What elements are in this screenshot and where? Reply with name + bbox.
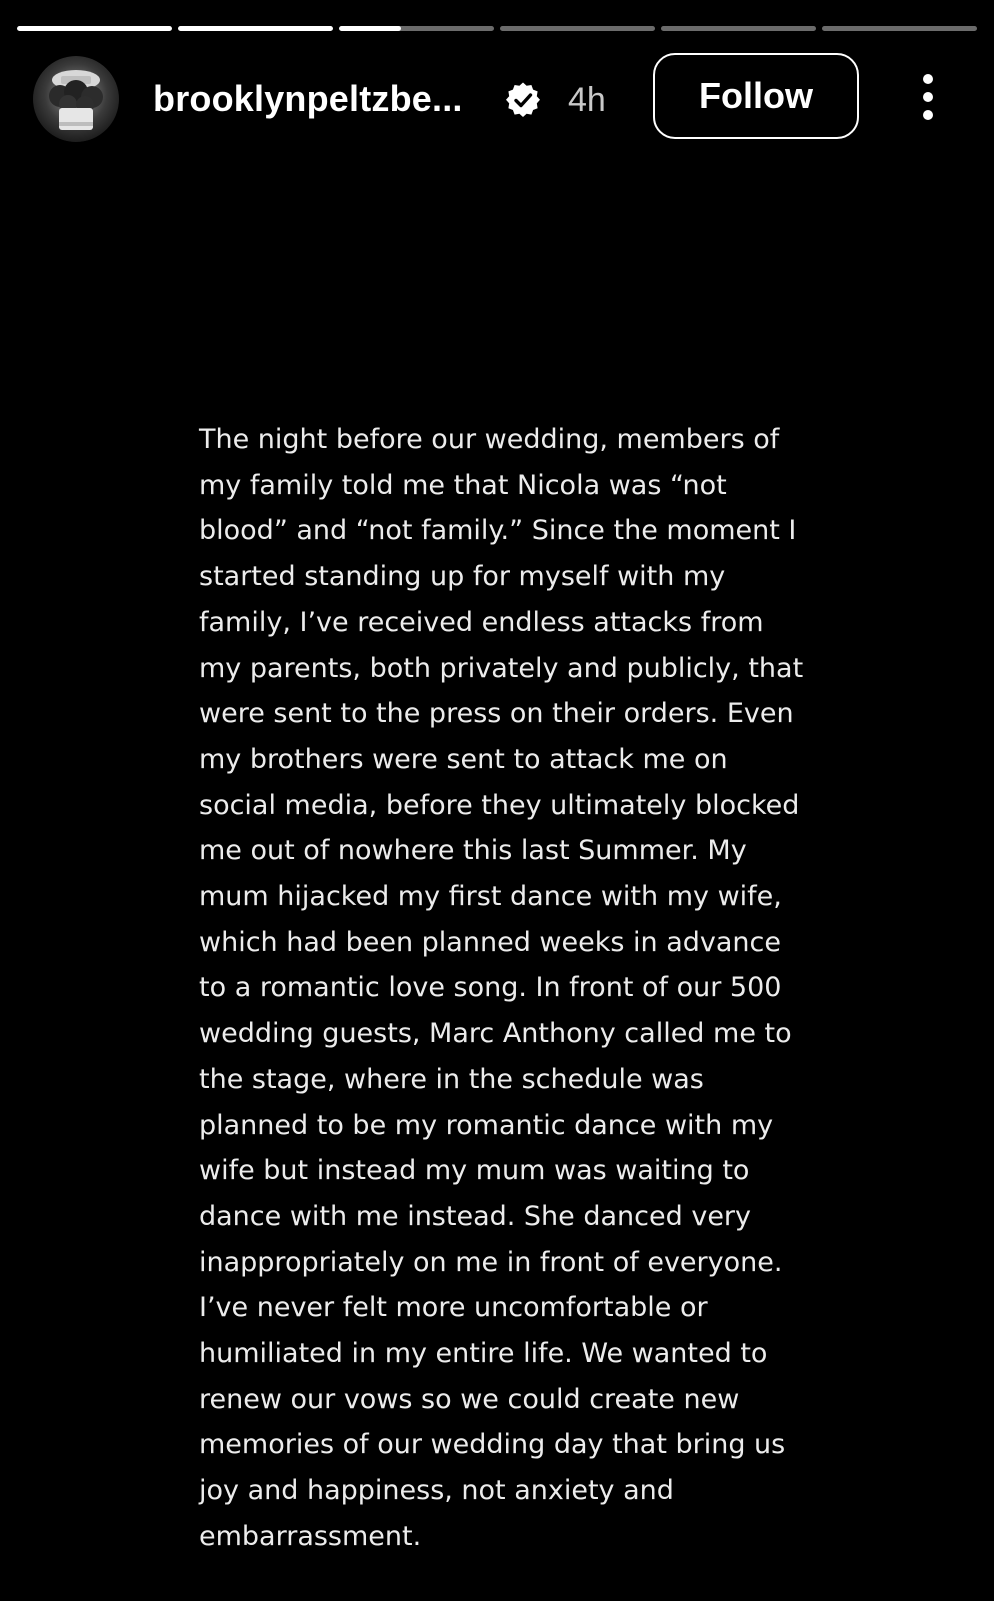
caption-line: were sent to the press on their orders. Even — [199, 698, 794, 730]
caption-line: social media, before they ultimately blocked — [199, 789, 800, 821]
caption-line: started standing up for myself with my — [199, 561, 726, 593]
caption-line: family, I’ve received endless attacks from — [199, 606, 764, 638]
caption-line: which had been planned weeks in advance — [199, 926, 781, 958]
caption-line: joy and happiness, not anxiety and — [199, 1475, 674, 1507]
caption-line: wife but instead my mum was waiting to — [199, 1155, 750, 1187]
story-header — [0, 53, 994, 143]
progress-segment — [500, 26, 655, 31]
verified-badge-icon — [505, 82, 541, 118]
progress-segment — [17, 26, 172, 31]
avatar-image — [33, 56, 119, 142]
caption-line: to a romantic love song. In front of our 500 — [199, 972, 782, 1004]
follow-button[interactable]: Follow — [653, 53, 859, 139]
caption-line: The night before our wedding, members of — [199, 424, 780, 455]
caption-line: humiliated in my entire life. We wanted to — [199, 1338, 768, 1370]
more-vertical-icon[interactable] — [910, 73, 946, 123]
caption-line: my parents, both privately and publicly, that — [199, 652, 804, 684]
post-time: 4h — [568, 81, 606, 119]
progress-segment — [661, 26, 816, 31]
caption-line: blood” and “not family.” Since the moment I — [199, 515, 797, 547]
caption-line: dance with me instead. She danced very — [199, 1200, 752, 1232]
progress-segment — [178, 26, 333, 31]
caption-line: renew our vows so we could create new — [199, 1383, 740, 1415]
avatar[interactable] — [33, 56, 119, 142]
progress-segment — [339, 26, 494, 31]
caption-line: my brothers were sent to attack me on — [199, 743, 728, 775]
caption-line: my family told me that Nicola was “not — [199, 469, 727, 501]
caption-line: planned to be my romantic dance with my — [199, 1109, 774, 1141]
caption-line: embarrassment. — [199, 1520, 422, 1552]
progress-segment — [822, 26, 977, 31]
caption-line: the stage, where in the schedule was — [199, 1063, 704, 1095]
username[interactable]: brooklynpeltzbe... — [153, 78, 463, 119]
caption-line: memories of our wedding day that bring us — [199, 1429, 786, 1461]
caption-line: wedding guests, Marc Anthony called me to — [199, 1018, 792, 1050]
story-caption — [199, 417, 804, 1560]
story-progress-bar — [17, 26, 977, 31]
caption-line: mum hijacked my first dance with my wife, — [199, 881, 782, 913]
caption-line: inappropriately on me in front of everyone. — [199, 1246, 783, 1278]
caption-line: I’ve never felt more uncomfortable or — [199, 1292, 708, 1324]
caption-line: me out of nowhere this last Summer. My — [199, 835, 747, 867]
